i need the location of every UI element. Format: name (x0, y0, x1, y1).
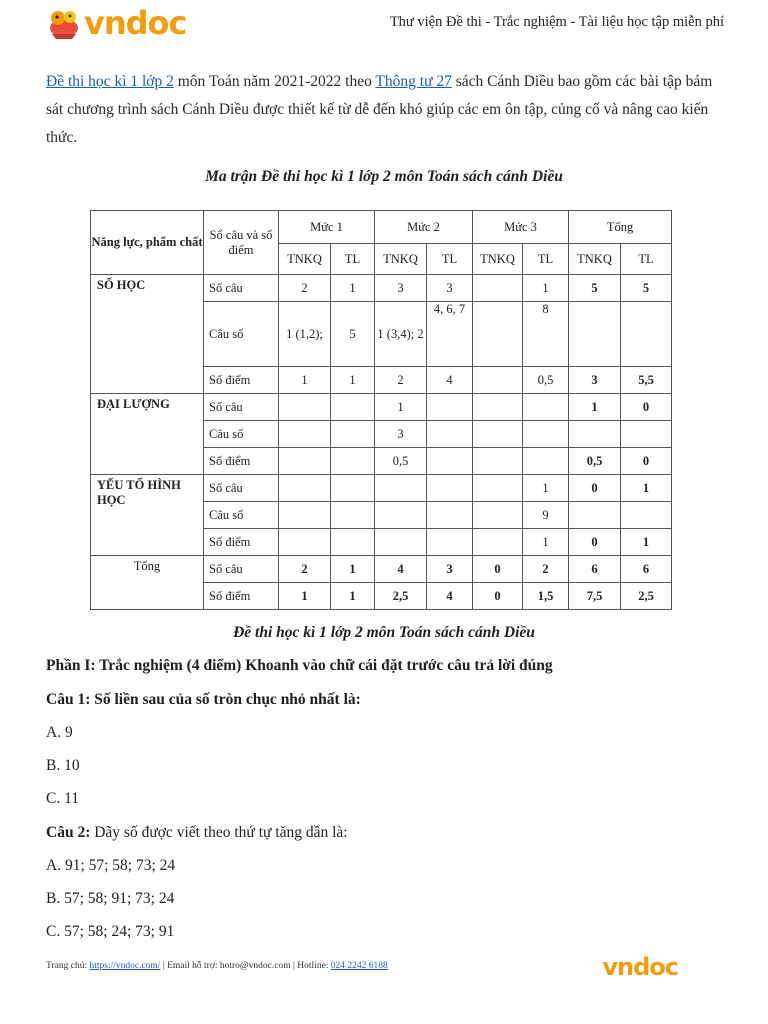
page-header (0, 0, 768, 50)
cell (621, 302, 672, 367)
cell: 5 (621, 275, 672, 302)
cell: 1 (621, 475, 672, 502)
cell (473, 302, 523, 367)
cell (279, 475, 331, 502)
page-footer (46, 961, 388, 971)
cell (523, 421, 569, 448)
cell (279, 448, 331, 475)
part1-heading: Phần I: Trắc nghiệm (4 điểm) Khoanh vào chữ cái đặt trước câu trả lời đúng (46, 657, 553, 674)
q2-option-b: B. 57; 58; 91; 73; 24 (46, 890, 175, 907)
cell (279, 394, 331, 421)
group-2: YẾU TỐ HÌNH HỌC (91, 475, 204, 556)
cell (427, 394, 473, 421)
exam-matrix-table (90, 210, 672, 610)
cell: 1 (279, 583, 331, 610)
vndoc-logo[interactable] (46, 6, 187, 40)
cell: 2 (523, 556, 569, 583)
cell: 0 (621, 448, 672, 475)
cell: 1 (523, 275, 569, 302)
cell (569, 302, 621, 367)
cell: 0 (569, 529, 621, 556)
row-label: Số câu (204, 556, 279, 583)
intro-paragraph (46, 68, 722, 152)
cell (523, 394, 569, 421)
group-1: ĐẠI LƯỢNG (91, 394, 204, 475)
q1-label: Câu 1: (46, 691, 91, 708)
footer-hotline-link[interactable]: 024 2242 6188 (330, 961, 388, 971)
exam-title: Đề thi học kì 1 lớp 2 môn Toán sách cánh Diều (233, 624, 535, 641)
cell: 4 (427, 367, 473, 394)
intro-text-2: sách Cánh Diều bao gồm các bài tập bám sát chương trình sách Cánh Diều được thiết kế từ dễ đến khó giúp các em ôn tập, củng cố và nâng cao kiến thức. (46, 73, 713, 146)
cell: 2,5 (375, 583, 427, 610)
row-label: Số điểm (204, 583, 279, 610)
cell (473, 502, 523, 529)
mascot-icon (46, 6, 82, 40)
q2-label: Câu 2: (46, 824, 91, 841)
cell (569, 421, 621, 448)
cell (331, 502, 375, 529)
matrix-title: Ma trận Đề thi học kì 1 lớp 2 môn Toán sách cánh Diều (205, 168, 563, 185)
row-label: Số điểm (204, 529, 279, 556)
footer-home-link[interactable]: https://vndoc.com/ (89, 961, 161, 971)
row-label: Số điểm (204, 448, 279, 475)
cell (279, 421, 331, 448)
cell (427, 529, 473, 556)
cell (473, 448, 523, 475)
footer-home-label: Trang chủ: (46, 961, 90, 971)
row-label: Số điểm (204, 367, 279, 394)
cell: 1,5 (523, 583, 569, 610)
cell (473, 475, 523, 502)
cell: 2 (279, 275, 331, 302)
q1-text: Số liền sau của số tròn chục nhỏ nhất là: (90, 691, 361, 708)
header-level-3: Tổng (569, 211, 672, 244)
subheader-3: TL (427, 244, 473, 275)
q2-option-a: A. 91; 57; 58; 73; 24 (46, 857, 176, 874)
cell: 4, 6, 7 (427, 302, 473, 367)
footer-email-text: | Email hỗ trợ: hotro@vndoc.com | Hotline: (160, 961, 331, 971)
cell (523, 448, 569, 475)
q2-option-c: C. 57; 58; 24; 73; 91 (46, 923, 175, 940)
cell: 2,5 (621, 583, 672, 610)
header-so-cau-so-diem: Số câu và số điểm (204, 211, 279, 275)
cell: 8 (523, 302, 569, 367)
cell (279, 529, 331, 556)
header-level-2: Mức 3 (473, 211, 569, 244)
cell: 4 (375, 556, 427, 583)
cell: 0,5 (523, 367, 569, 394)
row-label: Số câu (204, 475, 279, 502)
cell: 3 (427, 556, 473, 583)
cell (473, 394, 523, 421)
cell (427, 475, 473, 502)
cell: 2 (279, 556, 331, 583)
cell: 4 (427, 583, 473, 610)
link-thong-tu[interactable]: Thông tư 27 (375, 73, 452, 90)
link-de-thi[interactable]: Đề thi học kì 1 lớp 2 (46, 73, 174, 90)
row-label: Câu số (204, 502, 279, 529)
logo-text: vndoc (84, 4, 187, 42)
cell: 5 (331, 302, 375, 367)
cell: 3 (569, 367, 621, 394)
header-level-1: Mức 2 (375, 211, 473, 244)
cell: 9 (523, 502, 569, 529)
row-label: Số câu (204, 394, 279, 421)
cell: 1 (331, 583, 375, 610)
group-3: Tổng (91, 556, 204, 610)
cell (621, 502, 672, 529)
cell (331, 421, 375, 448)
cell (473, 421, 523, 448)
table-row (91, 556, 672, 583)
cell: 5 (569, 275, 621, 302)
header-nang-luc: Năng lực, phẩm chất (91, 211, 204, 275)
cell: 0 (569, 475, 621, 502)
cell: 7,5 (569, 583, 621, 610)
cell (331, 529, 375, 556)
cell (375, 529, 427, 556)
cell: 1 (331, 367, 375, 394)
cell: 1 (621, 529, 672, 556)
cell: 3 (427, 275, 473, 302)
cell (375, 475, 427, 502)
cell (331, 394, 375, 421)
group-0: SỐ HỌC (91, 275, 204, 394)
cell (473, 275, 523, 302)
subheader-2: TNKQ (375, 244, 427, 275)
table-row (91, 394, 672, 421)
subheader-1: TL (331, 244, 375, 275)
cell: 1 (375, 394, 427, 421)
cell (569, 502, 621, 529)
cell: 2 (375, 367, 427, 394)
intro-text-1: môn Toán năm 2021-2022 theo (173, 73, 376, 90)
cell: 1 (331, 556, 375, 583)
cell: 1 (331, 275, 375, 302)
cell (375, 502, 427, 529)
row-label: Câu số (204, 421, 279, 448)
cell: 3 (375, 421, 427, 448)
subheader-6: TNKQ (569, 244, 621, 275)
cell: 1 (1,2); (279, 302, 331, 367)
cell: 0 (473, 556, 523, 583)
row-label: Câu số (204, 302, 279, 367)
q2-text: Dãy số được viết theo thứ tự tăng dần là: (90, 824, 348, 841)
cell: 1 (3,4); 2 (375, 302, 427, 367)
header-tagline: Thư viện Đề thi - Trắc nghiệm - Tài liệu học tập miễn phí (389, 14, 724, 30)
question-1 (46, 691, 361, 709)
subheader-0: TNKQ (279, 244, 331, 275)
cell (473, 367, 523, 394)
q1-option-a: A. 9 (46, 724, 73, 741)
cell: 0,5 (569, 448, 621, 475)
cell (331, 448, 375, 475)
cell: 1 (523, 475, 569, 502)
q1-option-b: B. 10 (46, 757, 80, 774)
cell (427, 421, 473, 448)
cell: 5,5 (621, 367, 672, 394)
cell: 1 (569, 394, 621, 421)
cell: 3 (375, 275, 427, 302)
cell (331, 475, 375, 502)
cell (621, 421, 672, 448)
matrix-header-row (91, 211, 672, 244)
row-label: Số câu (204, 275, 279, 302)
q1-option-c: C. 11 (46, 790, 80, 807)
subheader-7: TL (621, 244, 672, 275)
cell: 1 (523, 529, 569, 556)
cell (427, 502, 473, 529)
footer-logo[interactable]: vndoc (602, 953, 678, 981)
cell: 6 (569, 556, 621, 583)
cell (279, 502, 331, 529)
subheader-4: TNKQ (473, 244, 523, 275)
subheader-5: TL (523, 244, 569, 275)
cell: 0 (473, 583, 523, 610)
table-row (91, 275, 672, 302)
header-level-0: Mức 1 (279, 211, 375, 244)
table-row (91, 475, 672, 502)
cell: 0,5 (375, 448, 427, 475)
cell: 0 (621, 394, 672, 421)
cell (427, 448, 473, 475)
cell: 6 (621, 556, 672, 583)
question-2 (46, 824, 348, 842)
cell: 1 (279, 367, 331, 394)
cell (473, 529, 523, 556)
